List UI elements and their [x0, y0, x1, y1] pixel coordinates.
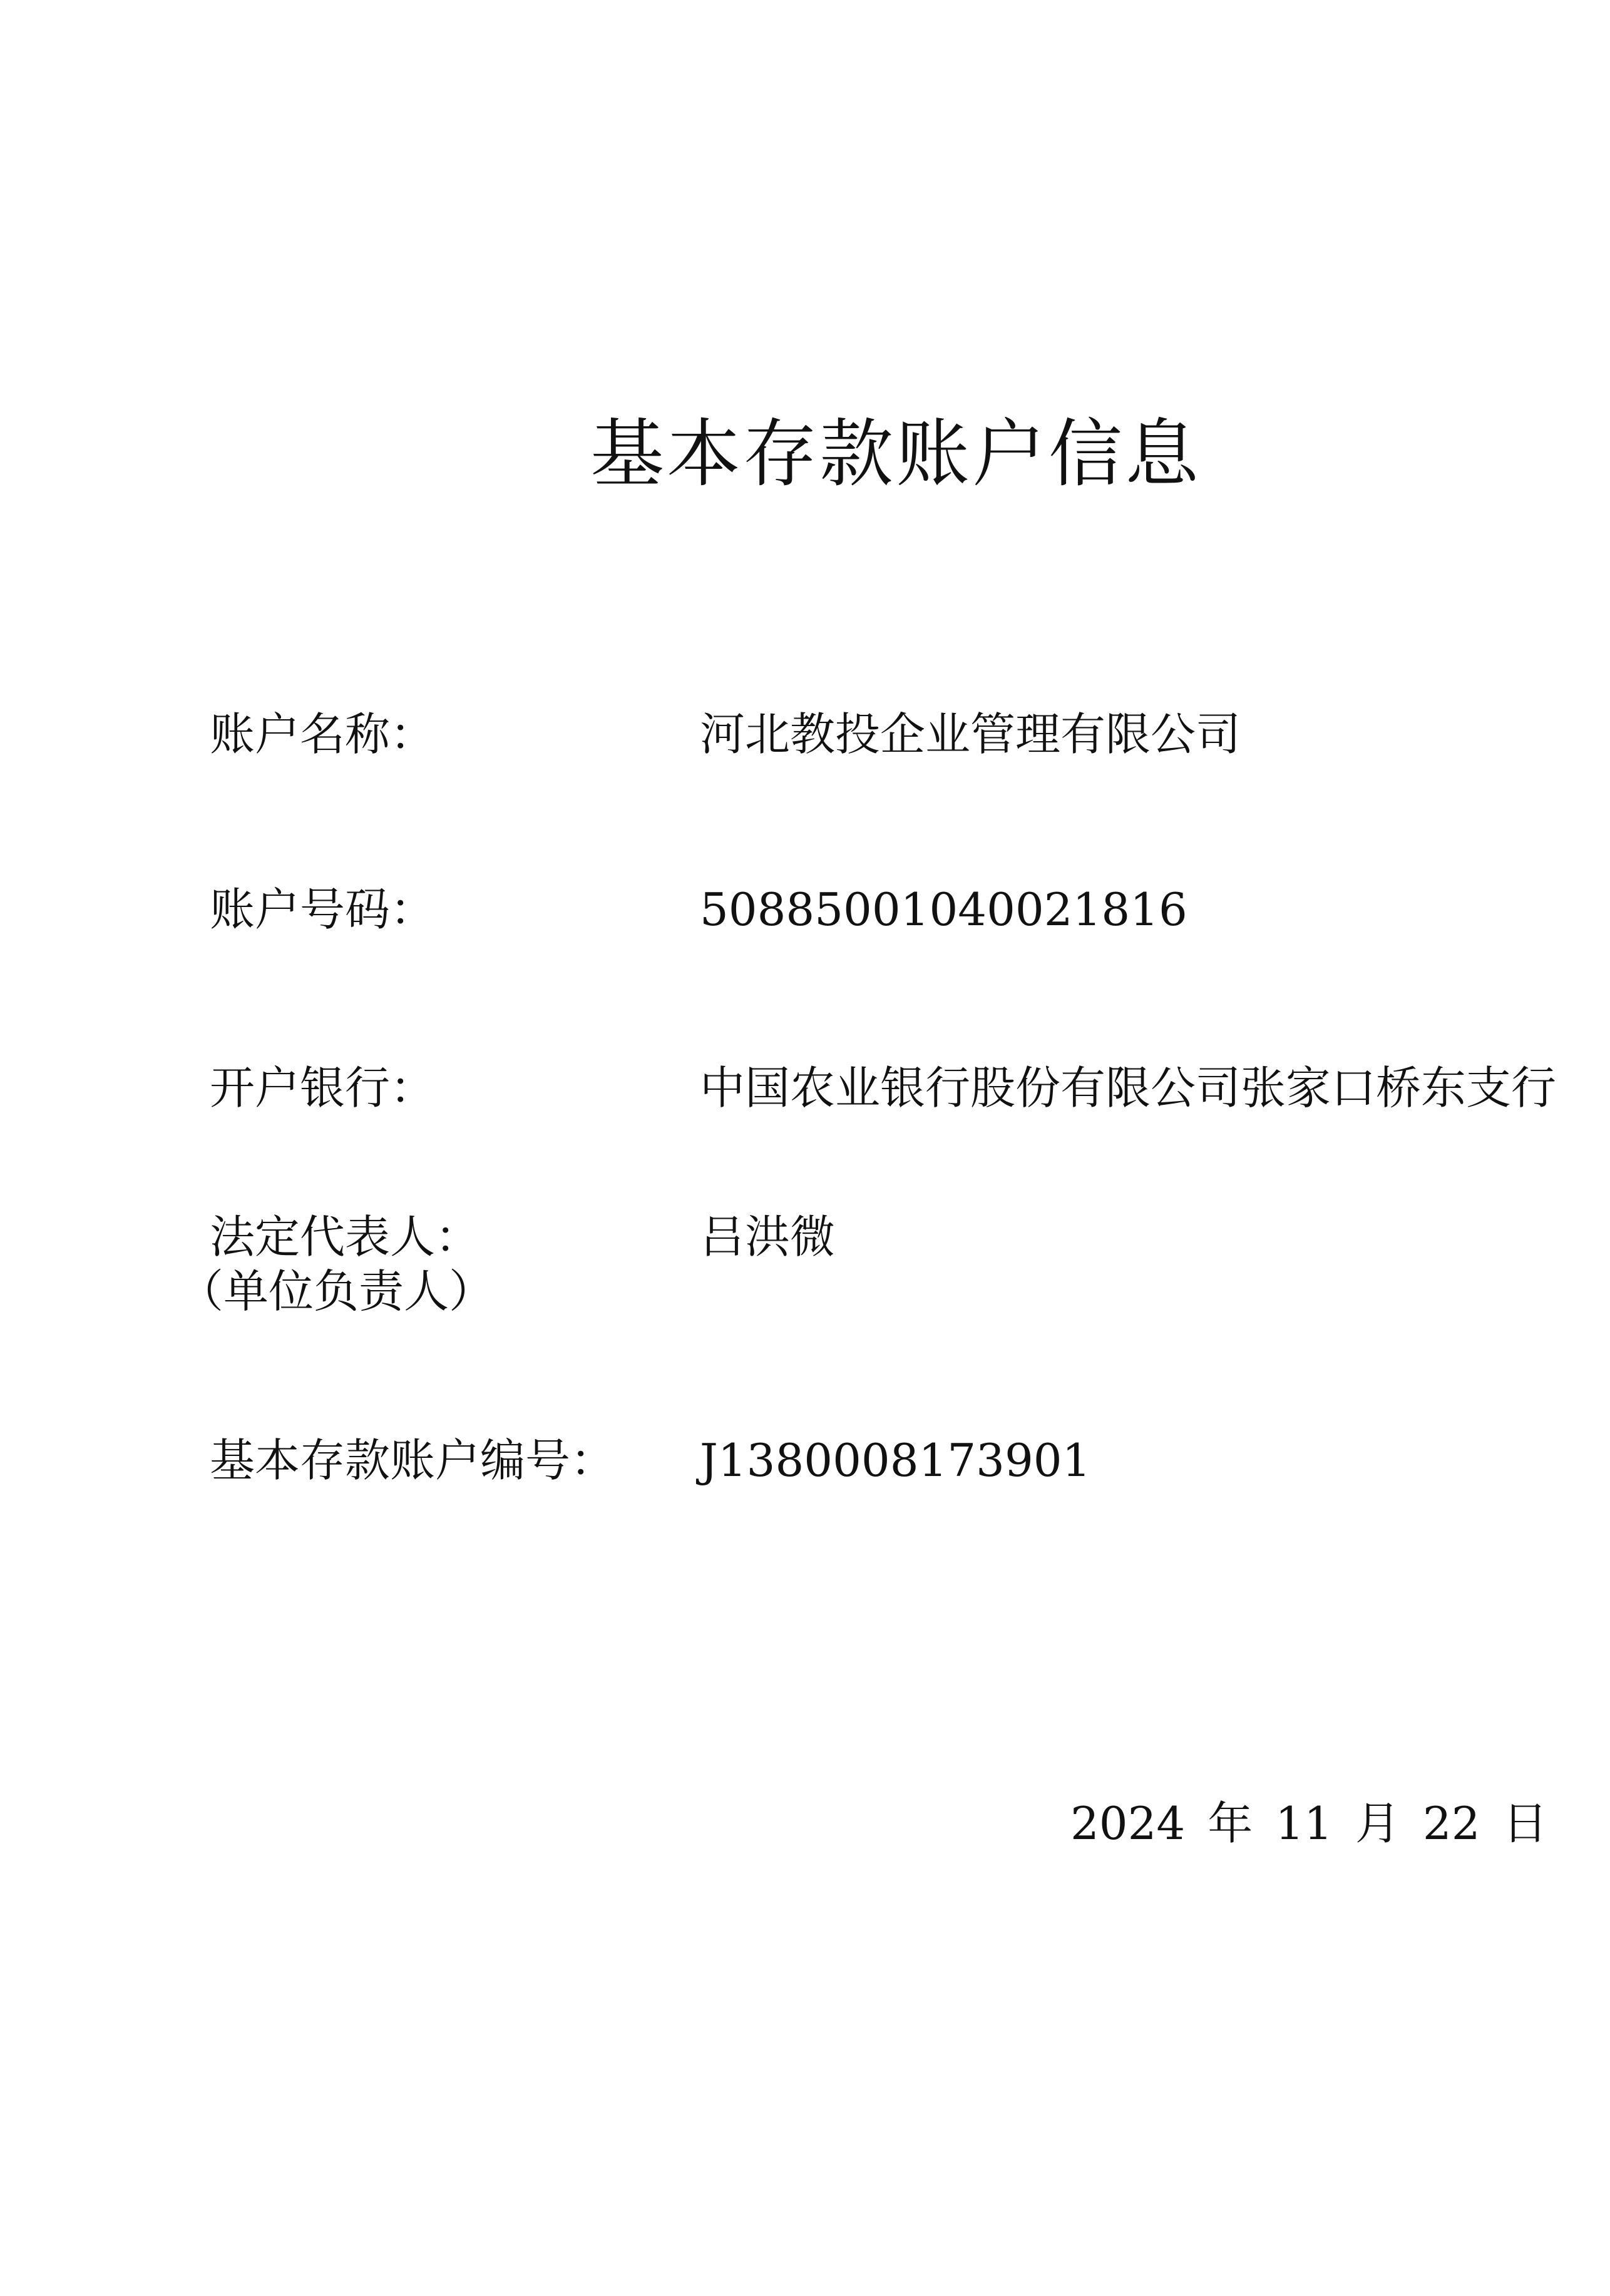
date-year: 2024	[1070, 1797, 1186, 1850]
legal-rep-label: 法定代表人：	[210, 1211, 481, 1263]
date-month-unit: 月	[1355, 1797, 1400, 1850]
date-month: 11	[1275, 1797, 1333, 1850]
bank-value: 中国农业银行股份有限公司张家口桥东支行	[700, 1062, 1557, 1114]
date-year-unit: 年	[1208, 1797, 1253, 1850]
account-name-value: 河北教投企业管理有限公司	[700, 708, 1241, 761]
legal-rep-value: 吕洪微	[700, 1211, 836, 1263]
account-number-label: 账户号码：	[210, 883, 436, 936]
date-day-unit: 日	[1502, 1797, 1548, 1850]
date-day: 22	[1422, 1797, 1480, 1850]
bank-label: 开户银行：	[210, 1062, 436, 1114]
legal-rep-sublabel: （单位负责人）	[178, 1265, 495, 1318]
document-date	[1070, 1793, 1548, 1853]
account-code-label: 基本存款账户编号：	[210, 1434, 616, 1487]
account-number-value: 50885001040021816	[700, 883, 1187, 936]
account-code-value: J1380008173901	[700, 1434, 1091, 1487]
document-title: 基本存款账户信息	[590, 411, 1201, 497]
account-name-label: 账户名称：	[210, 708, 436, 761]
